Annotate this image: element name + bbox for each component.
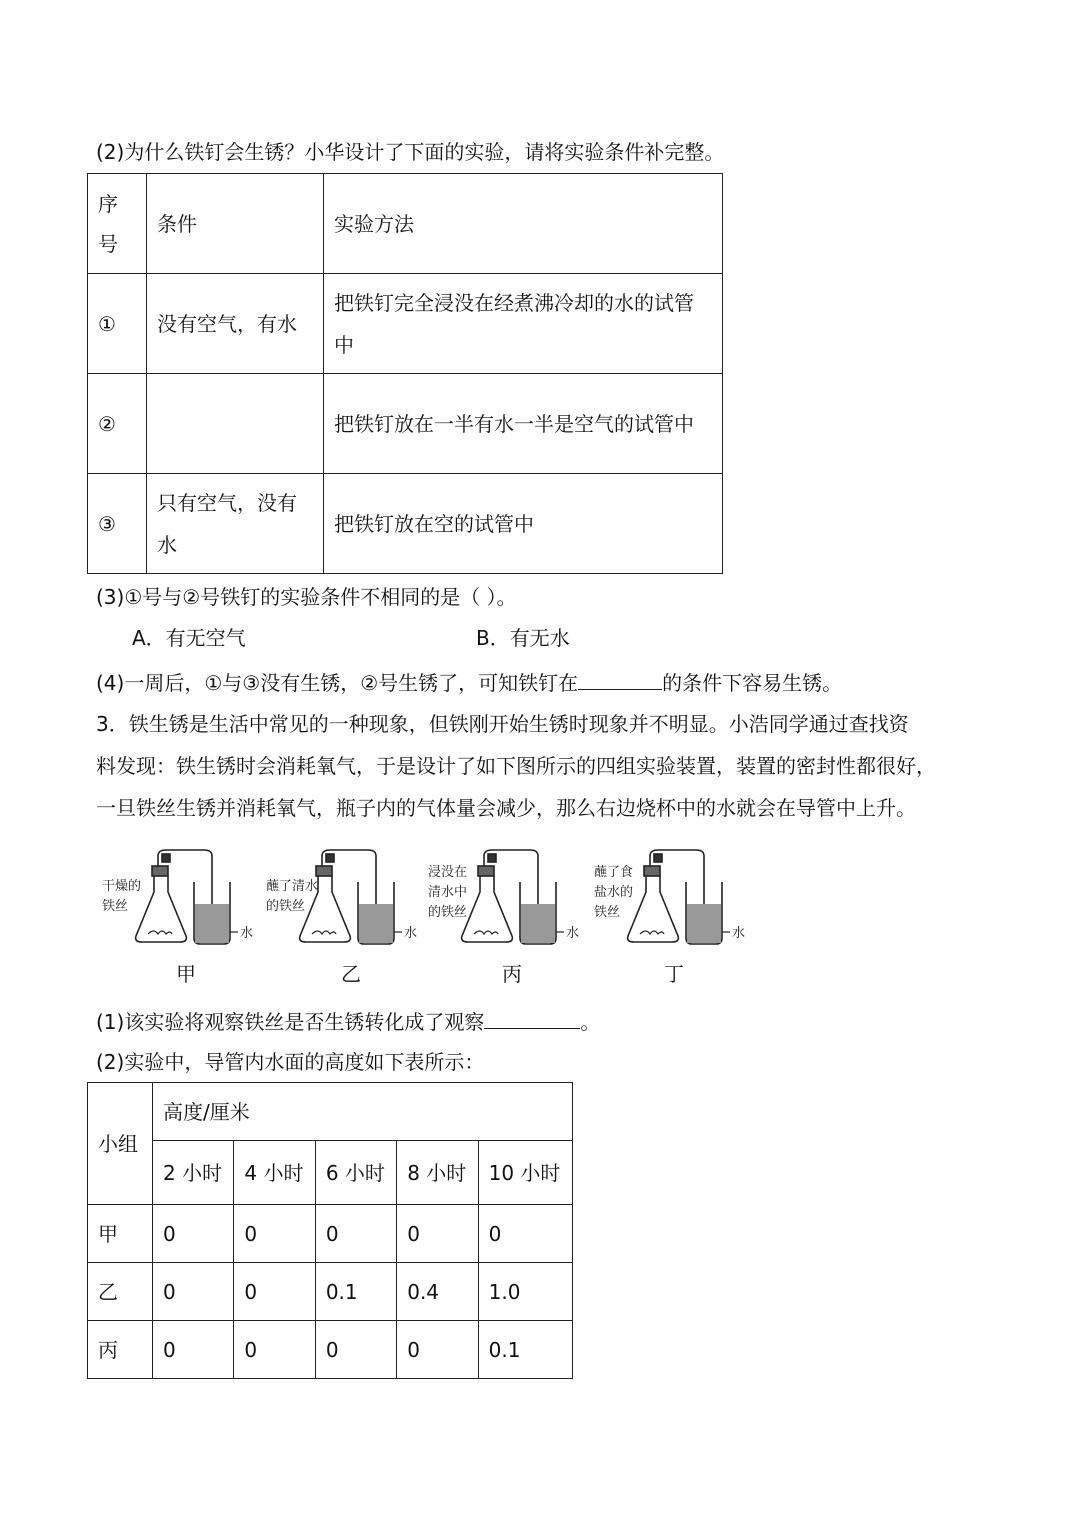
flask bbox=[462, 876, 513, 942]
apparatus-set bbox=[136, 850, 238, 944]
time-header: 10 小时 bbox=[478, 1141, 572, 1205]
caption-bing: 丙 bbox=[502, 962, 522, 986]
height-value: 0 bbox=[153, 1263, 234, 1321]
wire-label: 蘸了食盐水的铁丝 bbox=[594, 865, 634, 920]
height-value: 0.4 bbox=[397, 1263, 478, 1321]
time-header: 4 小时 bbox=[234, 1141, 315, 1205]
row-condition: 只有空气，没有水 bbox=[147, 474, 324, 574]
wire-label: 浸没在清水中的铁丝 bbox=[428, 865, 468, 920]
group-label: 甲 bbox=[88, 1205, 153, 1263]
row-method: 把铁钉放在一半有水一半是空气的试管中 bbox=[324, 374, 723, 474]
condition-table bbox=[87, 173, 723, 574]
header-condition: 条件 bbox=[147, 174, 324, 274]
beaker-water bbox=[687, 904, 721, 943]
beaker-water bbox=[195, 904, 229, 943]
table-row bbox=[88, 1205, 573, 1263]
q3-question: (3)①号与②号铁钉的实验条件不相同的是（ ）。 bbox=[96, 585, 517, 609]
header-no: 序号 bbox=[88, 174, 147, 274]
row-no: ③ bbox=[88, 474, 147, 574]
height-value: 0.1 bbox=[478, 1321, 572, 1379]
water-label: 水 bbox=[732, 926, 746, 941]
group-label: 丙 bbox=[88, 1321, 153, 1379]
height-value: 0 bbox=[315, 1321, 396, 1379]
header-group: 小组 bbox=[88, 1083, 153, 1205]
iron-wire bbox=[474, 931, 498, 934]
row-no: ② bbox=[88, 374, 147, 474]
sub1-prefix: (1)该实验将观察铁丝是否生锈转化成了观察 bbox=[96, 1010, 485, 1034]
table-row bbox=[88, 474, 723, 574]
sub2-intro: (2)实验中，导管内水面的高度如下表所示： bbox=[96, 1050, 485, 1074]
stopper bbox=[316, 866, 332, 876]
wire-label: 蘸了清水的铁丝 bbox=[266, 879, 319, 914]
tube-connector bbox=[488, 854, 496, 862]
stopper bbox=[152, 866, 168, 876]
header-height: 高度/厘米 bbox=[153, 1083, 573, 1141]
q2-intro: (2)为什么铁钉会生锈？小华设计了下面的实验，请将实验条件补完整。 bbox=[96, 140, 725, 164]
apparatus-set bbox=[462, 850, 564, 944]
q4-answer-blank[interactable] bbox=[578, 667, 662, 690]
flask bbox=[136, 876, 187, 942]
height-value: 0 bbox=[153, 1205, 234, 1263]
stopper bbox=[478, 866, 494, 876]
row-condition-blank[interactable] bbox=[147, 374, 324, 474]
height-value: 1.0 bbox=[478, 1263, 572, 1321]
apparatus-set bbox=[300, 850, 402, 944]
sub1-question bbox=[96, 1006, 600, 1036]
height-value: 0 bbox=[397, 1205, 478, 1263]
table-row bbox=[88, 374, 723, 474]
p3-line-1: 3．铁生锈是生活中常见的一种现象，但铁刚开始生锈时现象并不明显。小浩同学通过查找资 bbox=[96, 712, 909, 736]
water-label: 水 bbox=[404, 926, 418, 941]
height-value: 0.1 bbox=[315, 1263, 396, 1321]
height-value: 0 bbox=[478, 1205, 572, 1263]
wire-label: 干燥的铁丝 bbox=[102, 879, 142, 914]
header-method: 实验方法 bbox=[324, 174, 723, 274]
height-value: 0 bbox=[397, 1321, 478, 1379]
water-label: 水 bbox=[240, 926, 254, 941]
row-condition: 没有空气，有水 bbox=[147, 274, 324, 374]
iron-wire bbox=[148, 931, 172, 934]
caption-jia: 甲 bbox=[176, 962, 196, 986]
beaker-water bbox=[521, 904, 555, 943]
iron-wire bbox=[640, 931, 664, 934]
stopper bbox=[644, 866, 660, 876]
group-label: 乙 bbox=[88, 1263, 153, 1321]
p3-line-2: 料发现：铁生锈时会消耗氧气，于是设计了如下图所示的四组实验装置，装置的密封性都很好， bbox=[96, 754, 936, 778]
height-value: 0 bbox=[234, 1205, 315, 1263]
q4-suffix: 的条件下容易生锈。 bbox=[662, 671, 843, 695]
tube-connector bbox=[654, 854, 662, 862]
sub1-suffix: 。 bbox=[580, 1010, 601, 1034]
flask bbox=[628, 876, 679, 942]
q3-option-b[interactable]: B．有无水 bbox=[476, 626, 570, 650]
row-method: 把铁钉放在空的试管中 bbox=[324, 474, 723, 574]
water-label: 水 bbox=[566, 926, 580, 941]
row-method: 把铁钉完全浸没在经煮沸冷却的水的试管中 bbox=[324, 274, 723, 374]
caption-ding: 丁 bbox=[664, 962, 684, 986]
tube-connector bbox=[326, 854, 334, 862]
iron-wire bbox=[312, 931, 336, 934]
tube-connector bbox=[162, 854, 170, 862]
q4-prefix: (4)一周后，①与③没有生锈，②号生锈了，可知铁钉在 bbox=[96, 671, 579, 695]
apparatus-set bbox=[628, 850, 730, 944]
p3-line-3: 一旦铁丝生锈并消耗氧气，瓶子内的气体量会减少，那么右边烧杯中的水就会在导管中上升。 bbox=[96, 796, 916, 820]
height-table bbox=[87, 1082, 573, 1379]
table-row bbox=[88, 1321, 573, 1379]
table-row bbox=[88, 274, 723, 374]
beaker-water bbox=[359, 904, 393, 943]
caption-yi: 乙 bbox=[341, 962, 361, 986]
q3-option-a[interactable]: A．有无空气 bbox=[132, 626, 246, 650]
height-value: 0 bbox=[234, 1263, 315, 1321]
height-value: 0 bbox=[153, 1321, 234, 1379]
time-header: 6 小时 bbox=[315, 1141, 396, 1205]
height-value: 0 bbox=[315, 1205, 396, 1263]
row-no: ① bbox=[88, 274, 147, 374]
table-row bbox=[88, 1263, 573, 1321]
time-header: 8 小时 bbox=[397, 1141, 478, 1205]
time-header: 2 小时 bbox=[153, 1141, 234, 1205]
q4-question bbox=[96, 667, 842, 697]
sub1-answer-blank[interactable] bbox=[484, 1006, 580, 1029]
height-value: 0 bbox=[234, 1321, 315, 1379]
